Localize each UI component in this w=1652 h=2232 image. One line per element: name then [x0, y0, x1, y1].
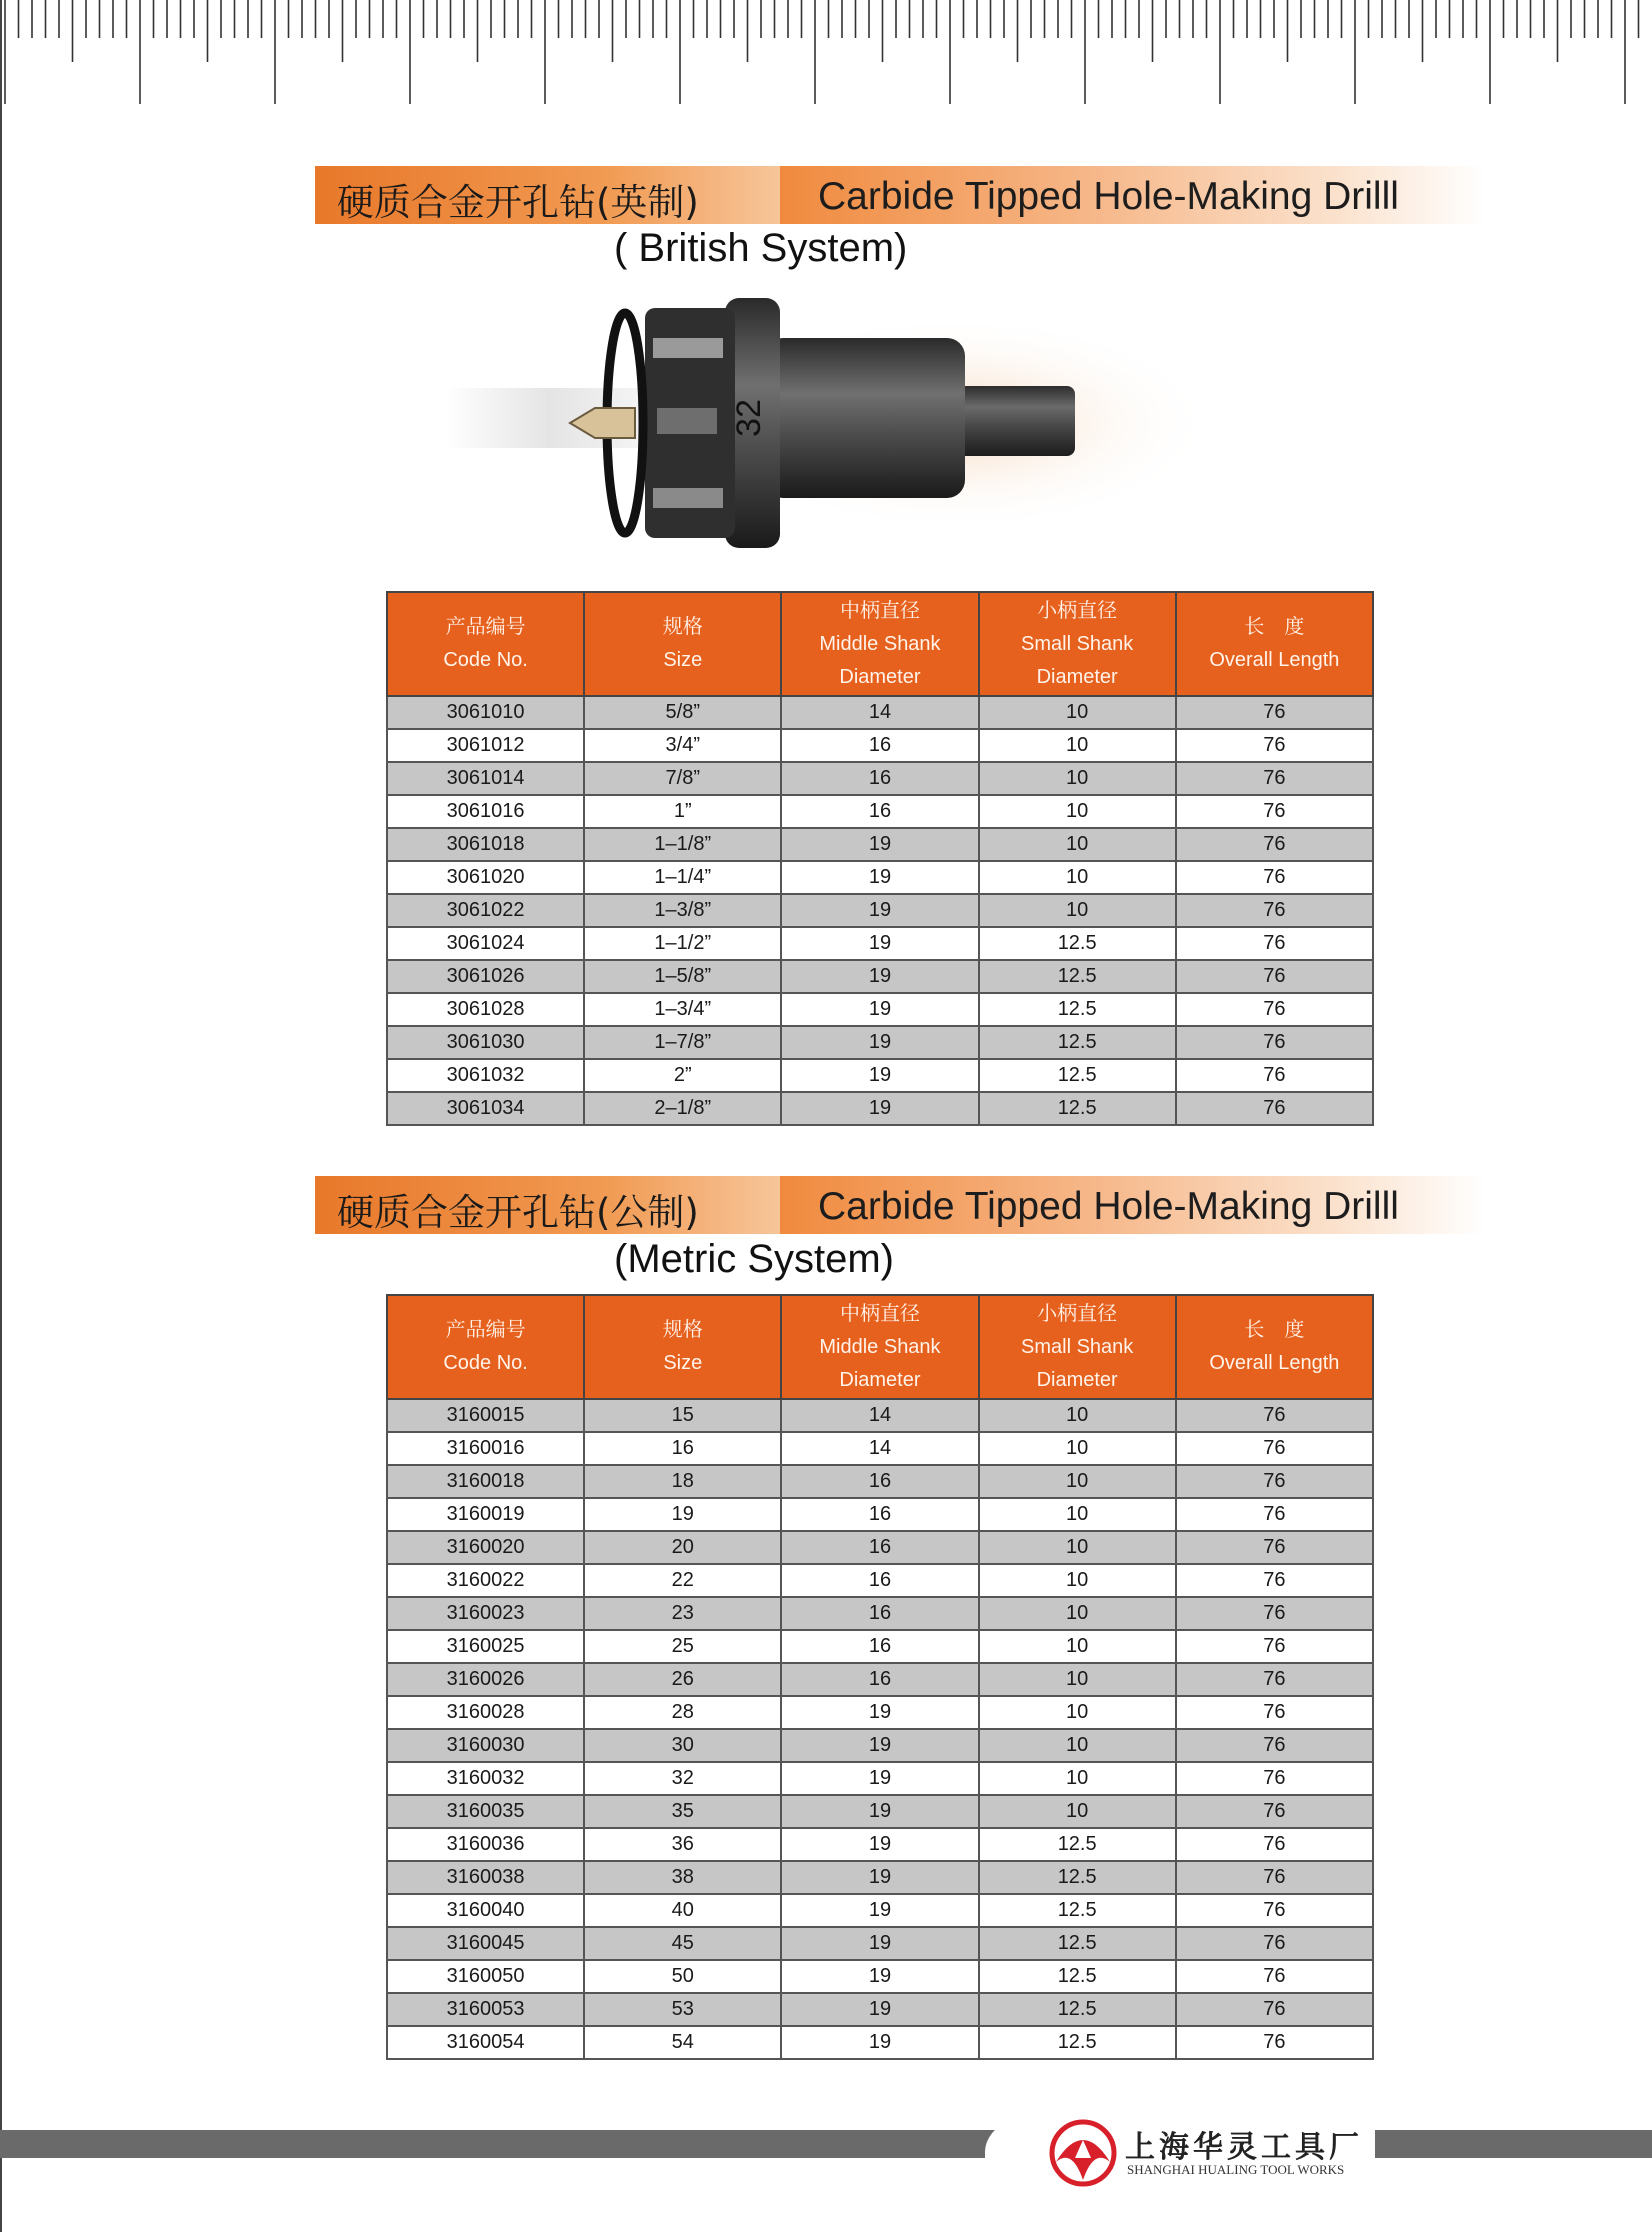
- table-cell: 3160026: [387, 1663, 584, 1696]
- table-cell: 76: [1176, 1531, 1373, 1564]
- table-cell: 76: [1176, 1894, 1373, 1927]
- table-cell: 3061030: [387, 1026, 584, 1059]
- table-cell: 32: [584, 1762, 781, 1795]
- metric-spec-table: [386, 1294, 1374, 2060]
- table-row: [387, 960, 1373, 993]
- table-cell: 3061022: [387, 894, 584, 927]
- table-row: [387, 1795, 1373, 1828]
- table-cell: 76: [1176, 762, 1373, 795]
- table-cell: 25: [584, 1630, 781, 1663]
- table-cell: 76: [1176, 1960, 1373, 1993]
- table-cell: 22: [584, 1564, 781, 1597]
- header-label: 中柄直径: [839, 1302, 920, 1325]
- table-cell: 3061010: [387, 696, 584, 729]
- drill-size-mark: 32: [730, 399, 768, 437]
- drill-product-image: [405, 278, 1225, 588]
- british-header-cell: [1176, 592, 1373, 696]
- table-cell: 3061024: [387, 927, 584, 960]
- metric-table-body: [387, 1399, 1373, 2059]
- table-cell: 19: [781, 1026, 978, 1059]
- table-cell: 76: [1176, 894, 1373, 927]
- table-cell: 10: [979, 861, 1176, 894]
- table-cell: 3/4”: [584, 729, 781, 762]
- table-cell: 10: [979, 1663, 1176, 1696]
- header-label: 小柄直径: [1037, 1302, 1118, 1325]
- table-cell: 1–1/8”: [584, 828, 781, 861]
- table-cell: 12.5: [979, 2026, 1176, 2059]
- header-label: Diameter: [1036, 1368, 1118, 1391]
- header-label: 小柄直径: [1037, 599, 1118, 622]
- table-cell: 3160016: [387, 1432, 584, 1465]
- british-section-header: [315, 166, 1485, 224]
- table-cell: 10: [979, 762, 1176, 795]
- table-cell: 10: [979, 1531, 1176, 1564]
- table-cell: 2–1/8”: [584, 1092, 781, 1125]
- metric-header-cell: [781, 1295, 978, 1399]
- table-cell: 12.5: [979, 1059, 1176, 1092]
- table-cell: 19: [781, 1993, 978, 2026]
- table-cell: 76: [1176, 1663, 1373, 1696]
- table-cell: 12.5: [979, 1894, 1176, 1927]
- table-row: [387, 1630, 1373, 1663]
- header-label: Code No.: [443, 1352, 528, 1374]
- table-row: [387, 1432, 1373, 1465]
- table-cell: 12.5: [979, 993, 1176, 1026]
- table-cell: 76: [1176, 1828, 1373, 1861]
- ruler-graphic: [0, 0, 1652, 110]
- table-cell: 12.5: [979, 1026, 1176, 1059]
- table-row: [387, 1597, 1373, 1630]
- table-cell: 3160020: [387, 1531, 584, 1564]
- table-cell: 16: [781, 1630, 978, 1663]
- table-cell: 20: [584, 1531, 781, 1564]
- table-row: [387, 1927, 1373, 1960]
- table-cell: 1–1/2”: [584, 927, 781, 960]
- table-row: [387, 1696, 1373, 1729]
- table-cell: 1–3/4”: [584, 993, 781, 1026]
- table-cell: 76: [1176, 795, 1373, 828]
- table-cell: 76: [1176, 1059, 1373, 1092]
- table-cell: 19: [781, 1861, 978, 1894]
- table-cell: 76: [1176, 1927, 1373, 1960]
- table-cell: 12.5: [979, 1092, 1176, 1125]
- table-cell: 26: [584, 1663, 781, 1696]
- table-cell: 3160045: [387, 1927, 584, 1960]
- table-cell: 3160023: [387, 1597, 584, 1630]
- table-cell: 36: [584, 1828, 781, 1861]
- metric-title-cn: 硬质合金开孔钻(公制): [337, 1191, 699, 1234]
- header-label: Size: [663, 1352, 703, 1374]
- header-label: 产品编号: [445, 616, 526, 638]
- table-cell: 19: [781, 1762, 978, 1795]
- table-cell: 3061032: [387, 1059, 584, 1092]
- table-cell: 23: [584, 1597, 781, 1630]
- table-cell: 16: [781, 1597, 978, 1630]
- header-label: 中柄直径: [839, 599, 920, 622]
- header-label: Code No.: [443, 649, 528, 671]
- table-cell: 19: [781, 828, 978, 861]
- table-cell: 3160022: [387, 1564, 584, 1597]
- table-cell: 19: [781, 894, 978, 927]
- header-label: 产品编号: [445, 1319, 526, 1341]
- table-row: [387, 861, 1373, 894]
- table-cell: 76: [1176, 960, 1373, 993]
- british-header-cell: [781, 592, 978, 696]
- table-cell: 76: [1176, 1861, 1373, 1894]
- middle-shank: [765, 338, 965, 498]
- table-cell: 76: [1176, 1498, 1373, 1531]
- company-name-en: SHANGHAI HUALING TOOL WORKS: [1127, 2162, 1345, 2177]
- header-label: Diameter: [1036, 665, 1118, 688]
- table-cell: 10: [979, 1399, 1176, 1432]
- metric-header-cell: [584, 1295, 781, 1399]
- header-label: Diameter: [839, 1368, 921, 1391]
- table-cell: 10: [979, 1597, 1176, 1630]
- table-cell: 14: [781, 696, 978, 729]
- table-row: [387, 993, 1373, 1026]
- table-row: [387, 927, 1373, 960]
- table-cell: 19: [781, 1059, 978, 1092]
- table-cell: 3160035: [387, 1795, 584, 1828]
- table-cell: 1–3/8”: [584, 894, 781, 927]
- table-cell: 12.5: [979, 1861, 1176, 1894]
- table-cell: 30: [584, 1729, 781, 1762]
- table-cell: 18: [584, 1465, 781, 1498]
- table-cell: 76: [1176, 1026, 1373, 1059]
- table-row: [387, 1564, 1373, 1597]
- table-cell: 10: [979, 1465, 1176, 1498]
- table-row: [387, 1663, 1373, 1696]
- table-cell: 76: [1176, 1762, 1373, 1795]
- table-cell: 10: [979, 894, 1176, 927]
- table-cell: 16: [781, 762, 978, 795]
- table-cell: 3160053: [387, 1993, 584, 2026]
- table-cell: 10: [979, 1795, 1176, 1828]
- table-row: [387, 1531, 1373, 1564]
- table-cell: 3160018: [387, 1465, 584, 1498]
- table-cell: 12.5: [979, 1960, 1176, 1993]
- metric-header-row: [387, 1295, 1373, 1399]
- table-cell: 3160050: [387, 1960, 584, 1993]
- table-cell: 76: [1176, 2026, 1373, 2059]
- table-cell: 3160036: [387, 1828, 584, 1861]
- table-cell: 1–1/4”: [584, 861, 781, 894]
- header-label: Middle Shank: [819, 1335, 941, 1358]
- table-cell: 3160015: [387, 1399, 584, 1432]
- table-cell: 3061020: [387, 861, 584, 894]
- table-cell: 10: [979, 729, 1176, 762]
- table-cell: 19: [781, 993, 978, 1026]
- table-cell: 16: [781, 1564, 978, 1597]
- table-cell: 19: [781, 1927, 978, 1960]
- table-cell: 35: [584, 1795, 781, 1828]
- table-cell: 19: [781, 1729, 978, 1762]
- table-cell: 12.5: [979, 1828, 1176, 1861]
- table-row: [387, 1828, 1373, 1861]
- british-table-body: [387, 696, 1373, 1125]
- table-cell: 16: [584, 1432, 781, 1465]
- table-cell: 14: [781, 1432, 978, 1465]
- table-cell: 76: [1176, 1399, 1373, 1432]
- table-cell: 19: [781, 1696, 978, 1729]
- table-cell: 3160032: [387, 1762, 584, 1795]
- table-row: [387, 1729, 1373, 1762]
- table-row: [387, 1993, 1373, 2026]
- table-cell: 5/8”: [584, 696, 781, 729]
- table-cell: 19: [781, 861, 978, 894]
- british-header-cell: [979, 592, 1176, 696]
- table-cell: 10: [979, 1564, 1176, 1597]
- table-row: [387, 1465, 1373, 1498]
- metric-title-en: Carbide Tipped Hole-Making Drilll: [818, 1185, 1399, 1228]
- page-left-border: [0, 0, 2, 2232]
- table-cell: 3160025: [387, 1630, 584, 1663]
- table-row: [387, 828, 1373, 861]
- table-cell: 19: [781, 2026, 978, 2059]
- company-name-cn: 上海华灵工具厂: [1125, 2130, 1363, 2165]
- table-cell: 76: [1176, 927, 1373, 960]
- table-cell: 3061028: [387, 993, 584, 1026]
- table-cell: 45: [584, 1927, 781, 1960]
- table-row: [387, 1762, 1373, 1795]
- table-cell: 19: [781, 960, 978, 993]
- table-cell: 19: [781, 1795, 978, 1828]
- table-cell: 76: [1176, 1465, 1373, 1498]
- table-cell: 1–7/8”: [584, 1026, 781, 1059]
- table-row: [387, 696, 1373, 729]
- header-label: Diameter: [839, 665, 921, 688]
- table-cell: 3061016: [387, 795, 584, 828]
- footer-bar: [0, 2130, 1652, 2158]
- table-row: [387, 1960, 1373, 1993]
- table-row: [387, 1092, 1373, 1125]
- table-cell: 16: [781, 1465, 978, 1498]
- british-header-row: [387, 592, 1373, 696]
- table-cell: 10: [979, 1696, 1176, 1729]
- table-row: [387, 894, 1373, 927]
- table-row: [387, 1059, 1373, 1092]
- table-row: [387, 795, 1373, 828]
- british-header-cell: [387, 592, 584, 696]
- table-cell: 12.5: [979, 1993, 1176, 2026]
- header-label: Small Shank: [1021, 1335, 1134, 1358]
- british-header-cell: [584, 592, 781, 696]
- table-cell: 10: [979, 1498, 1176, 1531]
- table-cell: 19: [781, 927, 978, 960]
- table-cell: 16: [781, 795, 978, 828]
- table-cell: 76: [1176, 1092, 1373, 1125]
- table-cell: 16: [781, 729, 978, 762]
- table-cell: 40: [584, 1894, 781, 1927]
- table-row: [387, 2026, 1373, 2059]
- table-cell: 10: [979, 795, 1176, 828]
- table-cell: 76: [1176, 1795, 1373, 1828]
- british-subtitle: ( British System): [614, 226, 908, 270]
- header-label: 长 度: [1244, 1319, 1305, 1341]
- british-title-cn: 硬质合金开孔钻(英制): [337, 181, 699, 224]
- header-label: Small Shank: [1021, 632, 1134, 655]
- table-cell: 54: [584, 2026, 781, 2059]
- table-cell: 10: [979, 828, 1176, 861]
- table-cell: 3160040: [387, 1894, 584, 1927]
- table-cell: 3061026: [387, 960, 584, 993]
- table-cell: 12.5: [979, 927, 1176, 960]
- table-cell: 76: [1176, 1729, 1373, 1762]
- metric-header-cell: [1176, 1295, 1373, 1399]
- table-row: [387, 1861, 1373, 1894]
- header-label: 规格: [662, 1319, 703, 1341]
- hualing-logo-icon: [1048, 2118, 1118, 2188]
- table-cell: 50: [584, 1960, 781, 1993]
- table-cell: 16: [781, 1663, 978, 1696]
- table-row: [387, 1399, 1373, 1432]
- table-cell: 3061014: [387, 762, 584, 795]
- table-cell: 3160054: [387, 2026, 584, 2059]
- table-cell: 76: [1176, 828, 1373, 861]
- table-cell: 10: [979, 1630, 1176, 1663]
- table-cell: 19: [781, 1092, 978, 1125]
- table-cell: 16: [781, 1498, 978, 1531]
- table-cell: 10: [979, 1762, 1176, 1795]
- table-cell: 38: [584, 1861, 781, 1894]
- table-row: [387, 1498, 1373, 1531]
- metric-header-cell: [979, 1295, 1176, 1399]
- table-cell: 76: [1176, 1564, 1373, 1597]
- table-cell: 3061034: [387, 1092, 584, 1125]
- table-cell: 16: [781, 1531, 978, 1564]
- table-cell: 10: [979, 696, 1176, 729]
- table-cell: 3160019: [387, 1498, 584, 1531]
- metric-header-cell: [387, 1295, 584, 1399]
- table-cell: 3160038: [387, 1861, 584, 1894]
- header-label: Middle Shank: [819, 632, 941, 655]
- table-cell: 76: [1176, 696, 1373, 729]
- metric-section-header: [315, 1176, 1485, 1234]
- metric-subtitle: (Metric System): [614, 1237, 894, 1281]
- table-cell: 1–5/8”: [584, 960, 781, 993]
- table-cell: 76: [1176, 1630, 1373, 1663]
- table-row: [387, 729, 1373, 762]
- table-cell: 53: [584, 1993, 781, 2026]
- table-cell: 76: [1176, 1597, 1373, 1630]
- british-title-en: Carbide Tipped Hole-Making Drilll: [818, 175, 1399, 218]
- table-cell: 7/8”: [584, 762, 781, 795]
- table-cell: 76: [1176, 861, 1373, 894]
- british-spec-table: [386, 591, 1374, 1126]
- table-cell: 19: [781, 1894, 978, 1927]
- table-cell: 3061018: [387, 828, 584, 861]
- table-row: [387, 1894, 1373, 1927]
- header-label: 长 度: [1244, 616, 1305, 638]
- table-cell: 2”: [584, 1059, 781, 1092]
- table-cell: 14: [781, 1399, 978, 1432]
- table-cell: 3160030: [387, 1729, 584, 1762]
- table-row: [387, 762, 1373, 795]
- table-cell: 19: [781, 1828, 978, 1861]
- table-cell: 15: [584, 1399, 781, 1432]
- table-cell: 10: [979, 1729, 1176, 1762]
- table-cell: 76: [1176, 1993, 1373, 2026]
- table-cell: 12.5: [979, 1927, 1176, 1960]
- table-row: [387, 1026, 1373, 1059]
- header-label: Overall Length: [1209, 1352, 1340, 1374]
- table-cell: 12.5: [979, 960, 1176, 993]
- table-cell: 3160028: [387, 1696, 584, 1729]
- header-label: Size: [663, 649, 703, 671]
- table-cell: 1”: [584, 795, 781, 828]
- header-label: Overall Length: [1209, 649, 1340, 671]
- table-cell: 3061012: [387, 729, 584, 762]
- table-cell: 19: [584, 1498, 781, 1531]
- table-cell: 76: [1176, 729, 1373, 762]
- table-cell: 28: [584, 1696, 781, 1729]
- table-cell: 76: [1176, 1696, 1373, 1729]
- table-cell: 76: [1176, 1432, 1373, 1465]
- table-cell: 19: [781, 1960, 978, 1993]
- header-label: 规格: [662, 616, 703, 638]
- table-cell: 76: [1176, 993, 1373, 1026]
- table-cell: 10: [979, 1432, 1176, 1465]
